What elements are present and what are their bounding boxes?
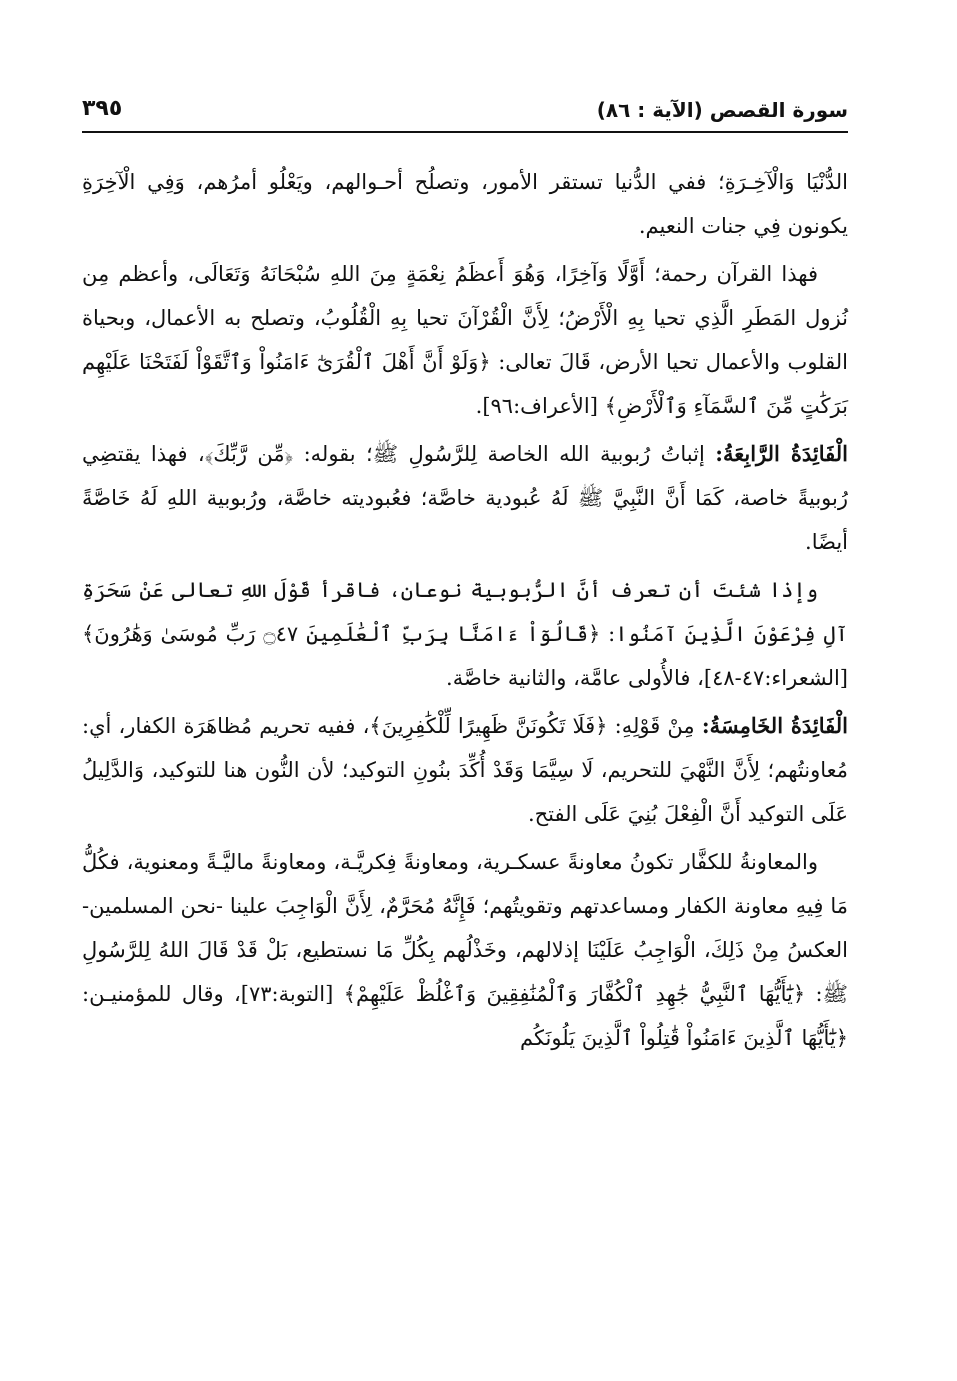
paragraph-4	[82, 568, 848, 700]
paragraph-3-lead: الْفَائِدَةُ الرَّابِعَةُ:	[715, 441, 848, 466]
page-number: ٣٩٥	[82, 96, 123, 121]
paragraph-6-text: والمعاونةُ للكفَّار تكونُ معاونةً عسكـرية، ومعاونةً فِكريَّـة، ومعاونةً ماليَّـةً ومعنوية، فكُلُّ مَا فِيهِ معاونة الكفار ومساعدتهم وتقويتُهم؛ فَإِنَّهُ مُحَرَّمٌ، لِأَنَّ الْوَاجِبَ علينا -نحن المسلمين- العكسُ مِنْ ذَلِكَ، الْوَاجِبُ عَلَيْنَا إذلالهم، وخَذْلُهم بِكُلِّ مَا نستطيع، بَلْ قَدْ قَالَ اللهُ لِلرَّسُولِ ﷺ: ﴿يَٰٓأَيُّهَا ٱلنَّبِيُّ جَٰهِدِ ٱلْكُفَّارَ وَٱلْمُنَٰفِقِينَ وَٱغْلُظْ عَلَيْهِمْ﴾ [التوبة:٧٣]، وقال للمؤمنيـن: ﴿يَٰٓأَيُّهَا ٱلَّذِينَ ءَامَنُواْ قَٰتِلُواْ ٱلَّذِينَ يَلُونَكُم	[82, 850, 848, 1050]
running-title: سورة القصص (الآية : ٨٦)	[596, 98, 848, 122]
paragraph-5-text: مِنْ قَوْلِهِ: ﴿فَلَا تَكُونَنَّ ظَهِيرًا لِّلْكَٰفِرِينَ﴾، ففيه تحريم مُظاهَرَة الكفار، أي: مُعاونتُهم؛ لِأَنَّ النَّهْيَ للتحريم، لَا سِيَّمَا وَقَدْ أُكِّدَ بنُونِ التوكيد؛ لأن النُّون هنا للتوكيد، وَالدَّلِيلُ عَلَى التوكيد أَنَّ الْفِعْلَ بُنِيَ عَلَى الفتح.	[82, 714, 848, 826]
paragraph-3	[82, 432, 848, 564]
paragraph-2	[82, 252, 848, 428]
paragraph-3-text: إثباتُ رُبوبية الله الخاصة لِلرَّسُولِ ﷺ؛ بقوله: ﴿مِّن رَّبِّكَ﴾، فهذا يقتضِي رُبوبيةً خاصة، كَمَا أَنَّ النَّبِيَّ ﷺ لَهُ عُبودية خاصَّة؛ فعُبوديته خاصَّة، ورُبوبية اللهِ لَهُ خَاصَّةً أيضًا.	[82, 442, 848, 554]
paragraph-5-lead: الْفَائِدَةُ الخَامِسَةُ:	[701, 713, 848, 738]
paragraph-1	[82, 160, 848, 248]
page-header	[82, 92, 848, 132]
paragraph-6	[82, 840, 848, 1060]
header-divider	[82, 131, 848, 133]
page-body	[82, 160, 848, 1064]
paragraph-4-text: وإذا شئتَ أن تعرف أنَّ الرُّبوبية نوعان، فاقرأ قَوْلَ اللهِ تعالى عَنْ سَحَرَةِ آلِ فِرْعَوْنَ الَّذِينَ آمَنُوا: ﴿قَالُوٓاْ ءَامَنَّا بِرَبِّ ٱلْعَٰلَمِينَ ۝٤٧ رَبِّ مُوسَىٰ وَهَٰرُونَ﴾ [الشعراء:٤٧-٤٨]، فالأُولى عامَّة، والثانية خاصَّة.	[82, 578, 848, 690]
paragraph-1-text: الدُّنْيَا وَالْآخِـرَةِ؛ ففي الدُّنيا تستقر الأمور، وتصلُح أحـوالهم، ويَعْلُو أمرُهم، وَفِي الْآخِرَةِ يكونون فِي جنات النعيم.	[82, 170, 848, 238]
paragraph-5	[82, 704, 848, 836]
paragraph-2-text: فهذا القرآن رحمة؛ أَوَّلًا وَآخِرًا، وَهُوَ أَعظَمُ نِعْمَةٍ مِنَ اللهِ سُبْحَانَهُ وَتَعَالَى، وأعظم مِن نُزول المَطَرِ الَّذِي تحيا بِهِ الْأَرْضُ؛ لِأَنَّ الْقُرْآنَ تحيا بِهِ الْقُلُوبُ، وتصلح به الأعمال، وبحياة القلوب والأعمال تحيا الأرض، قَالَ تعالى: ﴿وَلَوْ أَنَّ أَهْلَ ٱلْقُرَىٰٓ ءَامَنُواْ وَٱتَّقَوْاْ لَفَتَحْنَا عَلَيْهِم بَرَكَٰتٍ مِّنَ ٱلسَّمَآءِ وَٱلْأَرْضِ﴾ [الأعراف:٩٦].	[82, 262, 848, 418]
